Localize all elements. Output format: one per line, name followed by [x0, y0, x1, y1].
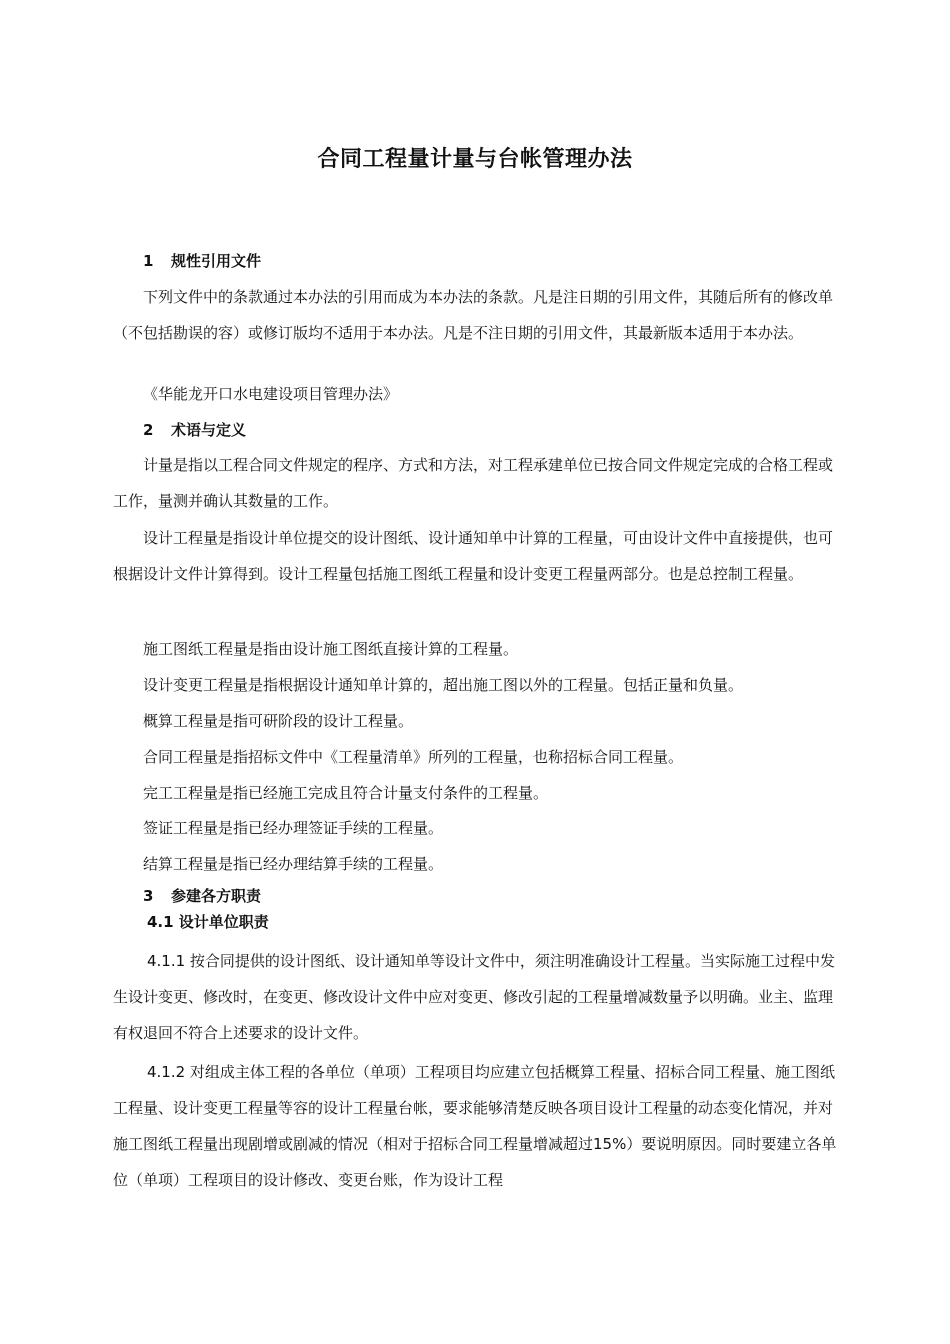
paragraph-s2-3: 施工图纸工程量是指由设计施工图纸直接计算的工程量。 [143, 640, 519, 658]
section-number: 2 [143, 421, 154, 439]
section-number: 1 [143, 252, 154, 270]
subsection-4-1-heading: 4.1 设计单位职责 [147, 913, 269, 931]
section-number: 3 [143, 887, 154, 905]
paragraph-s2-6: 合同工程量是指招标文件中《工程量清单》所列的工程量，也称招标合同工程量。 [143, 748, 684, 766]
section-title: 术语与定义 [171, 421, 247, 439]
paragraph-s2-8: 签证工程量是指已经办理签证手续的工程量。 [143, 819, 444, 837]
paragraph-4-1-2: 4.1.2 对组成主体工程的各单位（单项）工程项目均应建立包括概算工程量、招标合同工程量、施工图纸工程量、设计变更工程量等容的设计工程量台帐，要求能够清楚反映各项目设计工程量的动态变化情况，并对施工图纸工程量出现剧增或剧减的情况（相对于招标合同工程量增减超过15%）要说明原因。同时要建立各单位（单项）工程项目的设计修改、变更台账，作为设计工程 [113, 1063, 837, 1189]
paragraph-s2-4: 设计变更工程量是指根据设计通知单计算的，超出施工图以外的工程量。包括正量和负量。 [143, 676, 744, 694]
paragraph-4-1-1: 4.1.1 按合同提供的设计图纸、设计通知单等设计文件中，须注明准确设计工程量。当实际施工过程中发生设计变更、修改时，在变更、修改设计文件中应对变更、修改引起的工程量增减数量予以明确。业主、监理有权退回不符合上述要求的设计文件。 [113, 952, 835, 1042]
paragraph-s2-5: 概算工程量是指可研阶段的设计工程量。 [143, 712, 414, 730]
section-2-heading [143, 412, 843, 448]
section-3-heading [143, 882, 843, 910]
paragraph-s2-9: 结算工程量是指已经办理结算手续的工程量。 [143, 855, 444, 873]
document-title: 合同工程量计量与台帐管理办法 [317, 147, 633, 172]
paragraph-s1-1: 下列文件中的条款通过本办法的引用而成为本办法的条款。凡是注日期的引用文件，其随后所有的修改单（不包括勘误的容）或修订版均不适用于本办法。凡是不注日期的引用文件，其最新版本适用于本办法。 [113, 288, 834, 342]
section-1-heading [143, 243, 843, 279]
paragraph-s2-1: 计量是指以工程合同文件规定的程序、方式和方法，对工程承建单位已按合同文件规定完成的合格工程或工作，量测并确认其数量的工作。 [113, 456, 834, 510]
section-title: 参建各方职责 [171, 887, 262, 905]
section-title: 规性引用文件 [171, 252, 262, 270]
paragraph-s2-2: 设计工程量是指设计单位提交的设计图纸、设计通知单中计算的工程量，可由设计文件中直接提供，也可根据设计文件计算得到。设计工程量包括施工图纸工程量和设计变更工程量两部分。也是总控制工程量。 [113, 529, 834, 583]
paragraph-s2-7: 完工工程量是指已经施工完成且符合计量支付条件的工程量。 [143, 784, 549, 802]
reference-document: 《华能龙开口水电建设项目管理办法》 [143, 385, 399, 403]
